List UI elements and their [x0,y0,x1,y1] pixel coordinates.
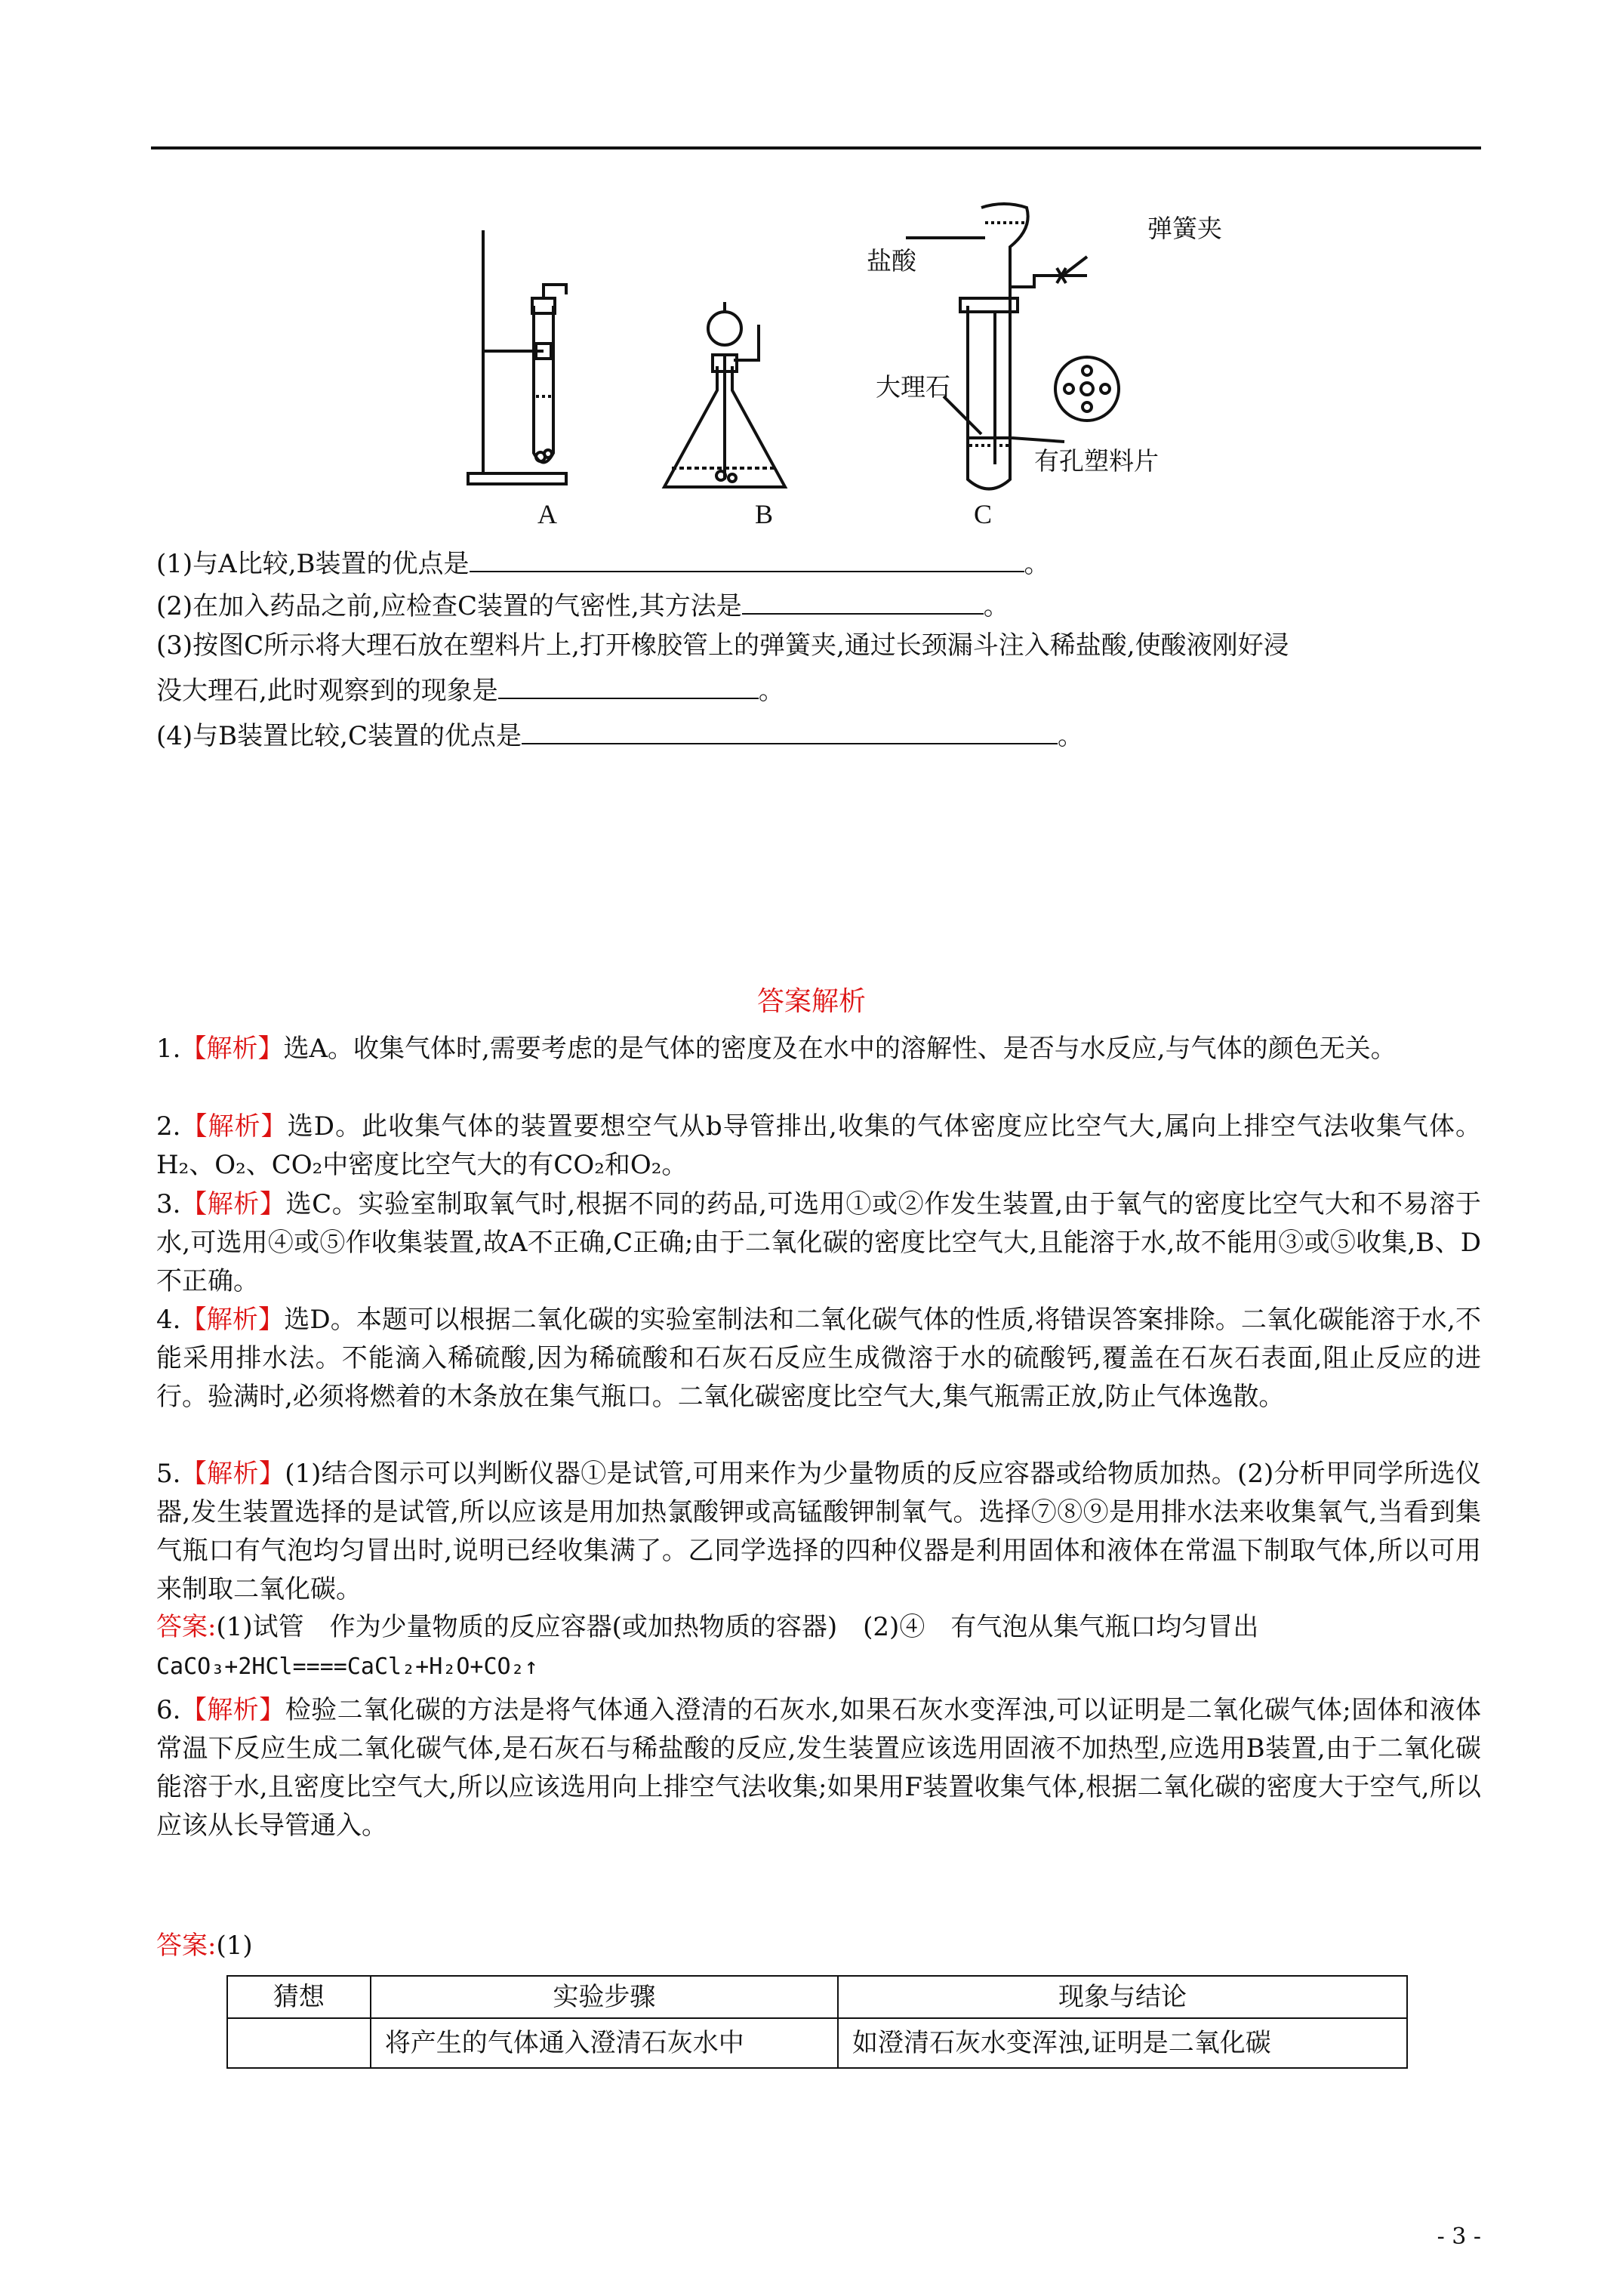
answer-5-line [156,1608,1481,1647]
answer-item-1 [156,1030,1481,1068]
question-2 [156,584,1009,625]
question-3-line1 [156,627,1289,664]
item-text: 选A。收集气体时,需要考虑的是气体的密度及在水中的溶解性、是否与水反应,与气体的颜色无关。 [283,1034,1397,1064]
question-4 [156,714,1083,755]
caption-a: A [537,499,557,529]
item-text: 选D。此收集气体的装置要想空气从b导管排出,收集的气体密度应比空气大,属向上排空气法收集气体。H₂、O₂、CO₂中密度比空气大的有CO₂和O₂。 [156,1111,1482,1180]
column-header: 现象与结论 [838,1976,1407,2018]
question-3-text: (3)按图C所示将大理石放在塑料片上,打开橡胶管上的弹簧夹,通过长颈漏斗注入稀盐酸,使酸液刚好浸 [156,630,1289,661]
answer-label: 答案: [156,1612,217,1642]
apparatus-b [664,302,785,487]
item-number: 6. [156,1695,181,1725]
question-2-text: (2)在加入药品之前,应检查C装置的气密性,其方法是 [156,591,742,621]
item-number: 4. [156,1305,181,1335]
analysis-tag: 【解析】 [180,1305,285,1335]
item-number: 3. [156,1189,181,1219]
answer-6-text: (1) [216,1931,253,1961]
table-header-row [227,1976,1407,2018]
question-2-suffix: 。 [983,591,1009,621]
label-spring-clip: 弹簧夹 [1147,214,1222,243]
question-1 [156,542,1050,583]
answer-item-6 [156,1691,1481,1845]
apparatus-figure [423,193,1223,540]
question-1-text: (1)与A比较,B装置的优点是 [156,549,470,579]
table-cell-guess [227,2018,371,2068]
analysis-tag: 【解析】 [180,1034,284,1064]
label-marble: 大理石 [876,372,950,402]
item-number: 2. [156,1111,181,1142]
answer-section-title: 答案解析 [756,986,866,1017]
apparatus-a [468,230,566,484]
item-text: (1)结合图示可以判断仪器①是试管,可用来作为少量物质的反应容器或给物质加热。(2)分析甲同学所选仪器,发生装置选择的是试管,所以应该是用加热氯酸钾或高锰酸钾制氧气。选择⑦⑧⑨是用排水法来收集氧气,当看到集气瓶口有气泡均匀冒出时,说明已经收集满了。乙同学选择的四种仪器是利用固体和液体在常温下制取气体,所以可用来制取二氧化碳。 [156,1459,1481,1604]
item-text: 选D。本题可以根据二氧化碳的实验室制法和二氧化碳气体的性质,将错误答案排除。二氧化碳能溶于水,不能采用排水法。不能滴入稀硫酸,因为稀硫酸和石灰石反应生成微溶于水的硫酸钙,覆盖在石灰石表面,阻止反应的进行。验满时,必须将燃着的木条放在集气瓶口。二氧化碳密度比空气大,集气瓶需正放,防止气体逸散。 [156,1305,1482,1412]
table-row [227,2018,1407,2068]
answer-6-line [156,1927,1481,1965]
question-4-text: (4)与B装置比较,C装置的优点是 [156,721,522,751]
label-perforated-plate: 有孔塑料片 [1034,446,1159,476]
question-3-suffix: 。 [758,676,784,706]
answer-5-text: (1)试管 作为少量物质的反应容器(或加热物质的容器) (2)④ 有气泡从集气瓶口均匀冒出 [216,1612,1259,1642]
question-4-suffix: 。 [1057,721,1083,751]
answer-blank-1[interactable] [470,542,1024,572]
caption-b: B [755,499,774,529]
answer-blank-2[interactable] [742,584,984,615]
question-3-line2 [156,669,784,710]
analysis-tag: 【解析】 [180,1695,285,1725]
caption-c: C [974,499,993,529]
analysis-tag: 【解析】 [180,1459,285,1489]
column-header: 猜想 [227,1976,371,2018]
page-number: - 3 - [1437,2224,1481,2250]
header-rule [151,146,1481,149]
chemical-equation: CaCO₃+2HCl====CaCl₂+H₂O+CO₂↑ [156,1653,538,1680]
answer-label: 答案: [156,1931,217,1961]
answer-item-4 [156,1301,1481,1416]
table-cell-result: 如澄清石灰水变浑浊,证明是二氧化碳 [838,2018,1407,2068]
analysis-tag: 【解析】 [180,1111,288,1142]
answer-blank-3[interactable] [498,669,759,699]
answer-item-3 [156,1185,1481,1301]
column-header: 实验步骤 [371,1976,838,2018]
answer-table [226,1975,1408,2069]
question-3-text-line2: 没大理石,此时观察到的现象是 [156,676,498,706]
label-hydrochloric-acid: 盐酸 [867,246,916,276]
apparatus-drawing [423,193,1223,540]
item-text: 选C。实验室制取氧气时,根据不同的药品,可选用①或②作发生装置,由于氧气的密度比空气大和不易溶于水,可选用④或⑤作收集装置,故A不正确,C正确;由于二氧化碳的密度比空气大,且能溶于水,故不能用③或⑤收集,B、D不正确。 [156,1189,1482,1296]
answer-blank-4[interactable] [522,714,1058,744]
question-1-suffix: 。 [1024,549,1050,579]
item-number: 5. [156,1459,181,1489]
analysis-tag: 【解析】 [180,1189,286,1219]
item-number: 1. [156,1034,181,1064]
table-cell-steps: 将产生的气体通入澄清石灰水中 [371,2018,838,2068]
item-text: 检验二氧化碳的方法是将气体通入澄清的石灰水,如果石灰水变浑浊,可以证明是二氧化碳气体;固体和液体常温下反应生成二氧化碳气体,是石灰石与稀盐酸的反应,发生装置应该选用固液不加热型,应选用B装置,由于二氧化碳能溶于水,且密度比空气大,所以应该选用向上排空气法收集;如果用F装置收集气体,根据二氧化碳的密度大于空气,所以应该从长导管通入。 [156,1695,1481,1841]
answer-item-5 [156,1455,1481,1609]
answer-item-2 [156,1108,1481,1185]
